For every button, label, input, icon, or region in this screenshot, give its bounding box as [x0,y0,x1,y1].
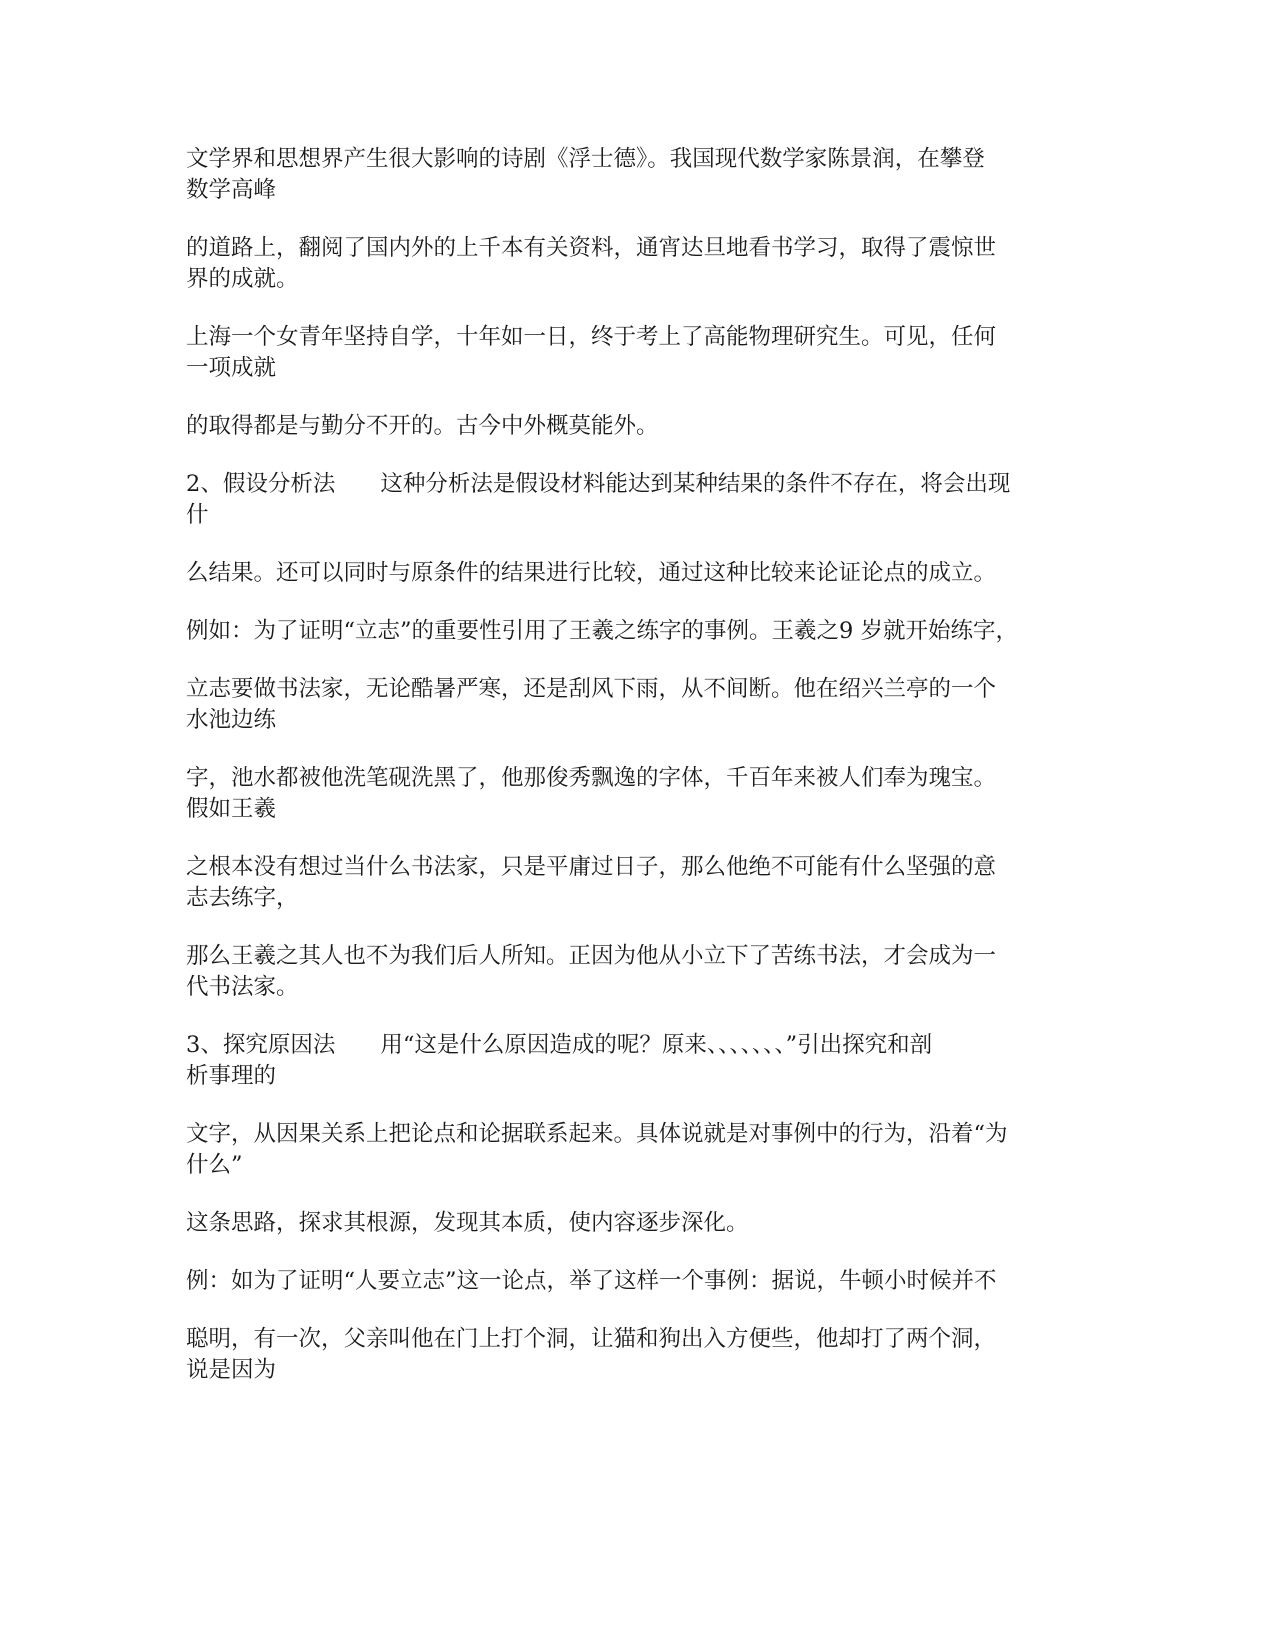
text-line: 例如：为了证明“立志”的重要性引用了王羲之练字的事例。王羲之9 岁就开始练字， [186,618,1018,644]
text-line: 的取得都是与勤分不开的。古今中外概莫能外。 [186,413,659,439]
text-line: 什 [186,502,209,528]
text-line: 例：如为了证明“人要立志”这一论点，举了这样一个事例：据说，牛顿小时候并不 [186,1268,997,1294]
text-line: 代书法家。 [186,974,299,1000]
text-line: 什么” [186,1152,243,1178]
text-line: 说是因为 [186,1357,277,1383]
text-line: 文字，从因果关系上把论点和论据联系起来。具体说就是对事例中的行为，沿着“为 [186,1121,1008,1147]
text-line: 一项成就 [186,355,277,381]
text-line: 假如王羲 [186,796,277,822]
paragraph [186,1208,1086,1239]
text-line: 立志要做书法家，无论酷暑严寒，还是刮风下雨，从不间断。他在绍兴兰亭的一个 [186,676,997,702]
paragraph [186,674,1086,736]
text-line: 文学界和思想界产生很大影响的诗剧《浮士德》。我国现代数学家陈景润，在攀登 [186,146,985,172]
text-line: 那么王羲之其人也不为我们后人所知。正因为他从小立下了苦练书法，才会成为一 [186,943,997,969]
text-line: 数学高峰 [186,177,277,203]
paragraph [186,322,1086,384]
paragraph [186,616,1086,647]
text-line: 志去练字， [186,885,299,911]
text-line: 之根本没有想过当什么书法家，只是平庸过日子，那么他绝不可能有什么坚强的意 [186,854,997,880]
paragraph [186,411,1086,442]
document-body [186,144,1086,1413]
paragraph [186,144,1086,206]
text-line: 聪明，有一次，父亲叫他在门上打个洞，让猫和狗出入方便些，他却打了两个洞， [186,1326,997,1352]
text-line: 3、探究原因法 用“这是什么原因造成的呢？原来、、、、、、、”引出探究和剖 [186,1032,933,1058]
paragraph [186,1119,1086,1181]
paragraph [186,1030,1086,1092]
paragraph [186,469,1086,531]
paragraph [186,941,1086,1003]
paragraph [186,763,1086,825]
text-line: 么结果。还可以同时与原条件的结果进行比较，通过这种比较来论证论点的成立。 [186,560,997,586]
text-line: 2、假设分析法 这种分析法是假设材料能达到某种结果的条件不存在，将会出现 [186,471,1011,497]
text-line: 上海一个女青年坚持自学，十年如一日，终于考上了高能物理研究生。可见，任何 [186,324,997,350]
text-line: 界的成就。 [186,266,299,292]
paragraph [186,1266,1086,1297]
paragraph [186,233,1086,295]
paragraph [186,852,1086,914]
text-line: 的道路上，翻阅了国内外的上千本有关资料，通宵达旦地看书学习，取得了震惊世 [186,235,997,261]
paragraph [186,1324,1086,1386]
text-line: 这条思路，探求其根源，发现其本质，使内容逐步深化。 [186,1210,749,1236]
text-line: 水池边练 [186,707,277,733]
paragraph [186,558,1086,589]
text-line: 字，池水都被他洗笔砚洗黑了，他那俊秀飘逸的字体，千百年来被人们奉为瑰宝。 [186,765,997,791]
text-line: 析事理的 [186,1063,277,1089]
